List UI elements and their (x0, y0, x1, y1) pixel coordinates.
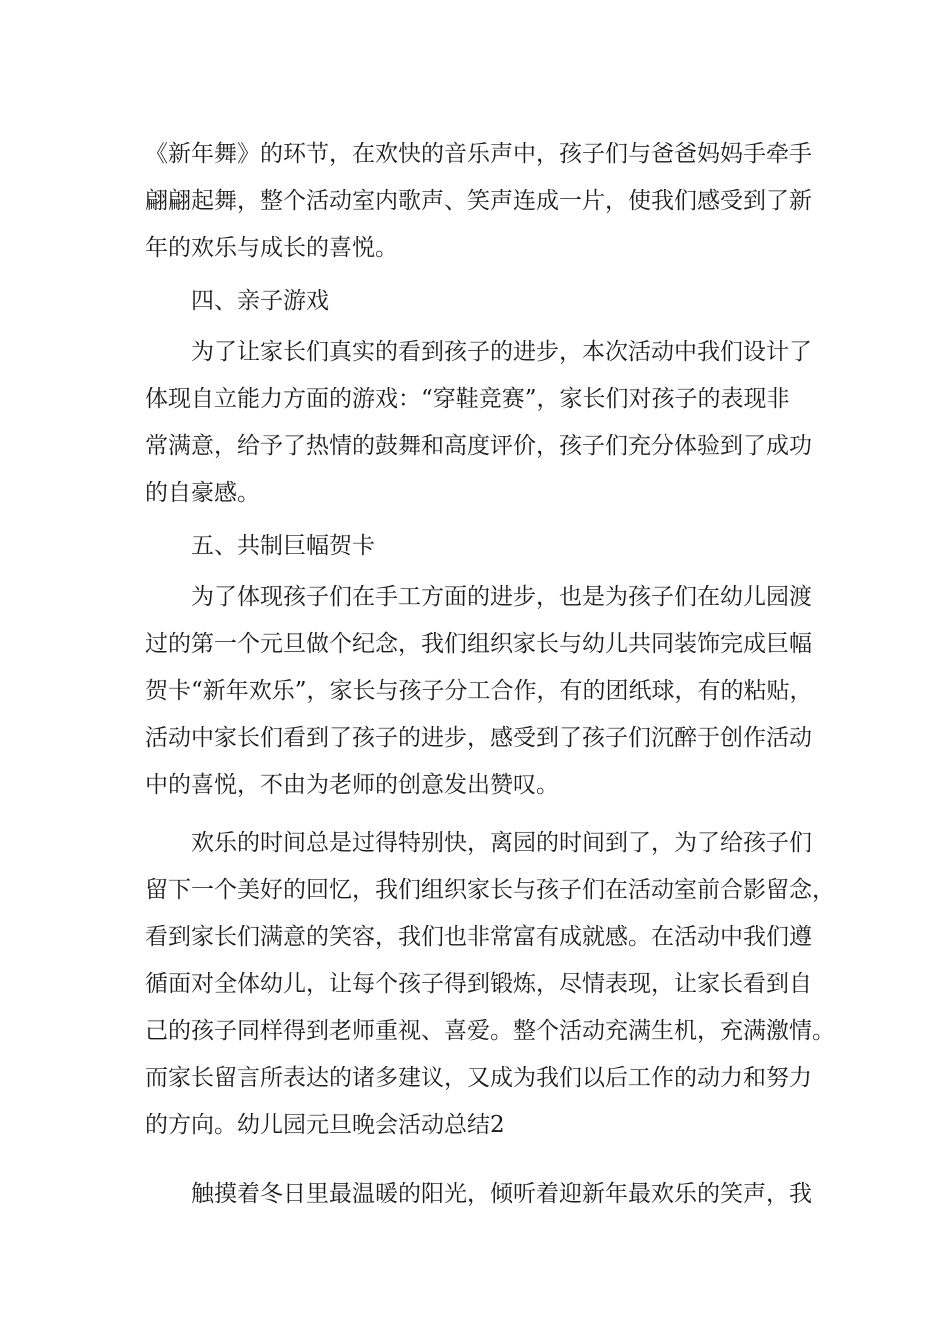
paragraph-line: 为了体现孩子们在手工方面的进步，也是为孩子们在幼儿园渡 (191, 584, 812, 610)
paragraph-line: 为了让家长们真实的看到孩子的进步，本次活动中我们设计了 (191, 339, 812, 365)
paragraph-line: 年的欢乐与成长的喜悦。 (145, 235, 398, 261)
paragraph-line: 活动中家长们看到了孩子的进步，感受到了孩子们沉醉于创作活动 (145, 725, 812, 751)
paragraph-line: 《新年舞》的环节，在欢快的音乐声中，孩子们与爸爸妈妈手牵手 (145, 141, 812, 167)
section-heading-greeting-card: 五、共制巨幅贺卡 (191, 533, 375, 559)
paragraph-line: 中的喜悦，不由为老师的创意发出赞叹。 (145, 772, 559, 798)
paragraph-line: 看到家长们满意的笑容，我们也非常富有成就感。在活动中我们遵 (145, 924, 812, 950)
section-heading-parent-child-games: 四、亲子游戏 (191, 288, 329, 314)
paragraph-line: 翩翩起舞，整个活动室内歌声、笑声连成一片，使我们感受到了新 (145, 188, 812, 214)
paragraph-line: 触摸着冬日里最温暖的阳光，倾听着迎新年最欢乐的笑声，我 (191, 1181, 812, 1207)
paragraph-line: 己的孩子同样得到老师重视、喜爱。整个活动充满生机，充满激情。 (145, 1018, 835, 1044)
paragraph-line: 的自豪感。 (145, 480, 260, 506)
paragraph-line: 贺卡“新年欢乐”，家长与孩子分工合作，有的团纸球，有的粘贴， (145, 678, 813, 704)
paragraph-line: 循面对全体幼儿，让每个孩子得到锻炼，尽情表现，让家长看到自 (145, 971, 812, 997)
paragraph-line: 而家长留言所表达的诸多建议，又成为我们以后工作的动力和努力 (145, 1065, 812, 1091)
paragraph-line: 欢乐的时间总是过得特别快，离园的时间到了，为了给孩子们 (191, 830, 812, 856)
paragraph-line: 留下一个美好的回忆，我们组织家长与孩子们在活动室前合影留念， (145, 877, 835, 903)
paragraph-line: 常满意，给予了热情的鼓舞和高度评价，孩子们充分体验到了成功 (145, 433, 812, 459)
paragraph-line: 的方向。幼儿园元旦晚会活动总结2 (145, 1112, 505, 1138)
paragraph-line: 过的第一个元旦做个纪念，我们组织家长与幼儿共同装饰完成巨幅 (145, 631, 812, 657)
paragraph-line: 体现自立能力方面的游戏：“穿鞋竞赛”，家长们对孩子的表现非 (145, 386, 790, 412)
